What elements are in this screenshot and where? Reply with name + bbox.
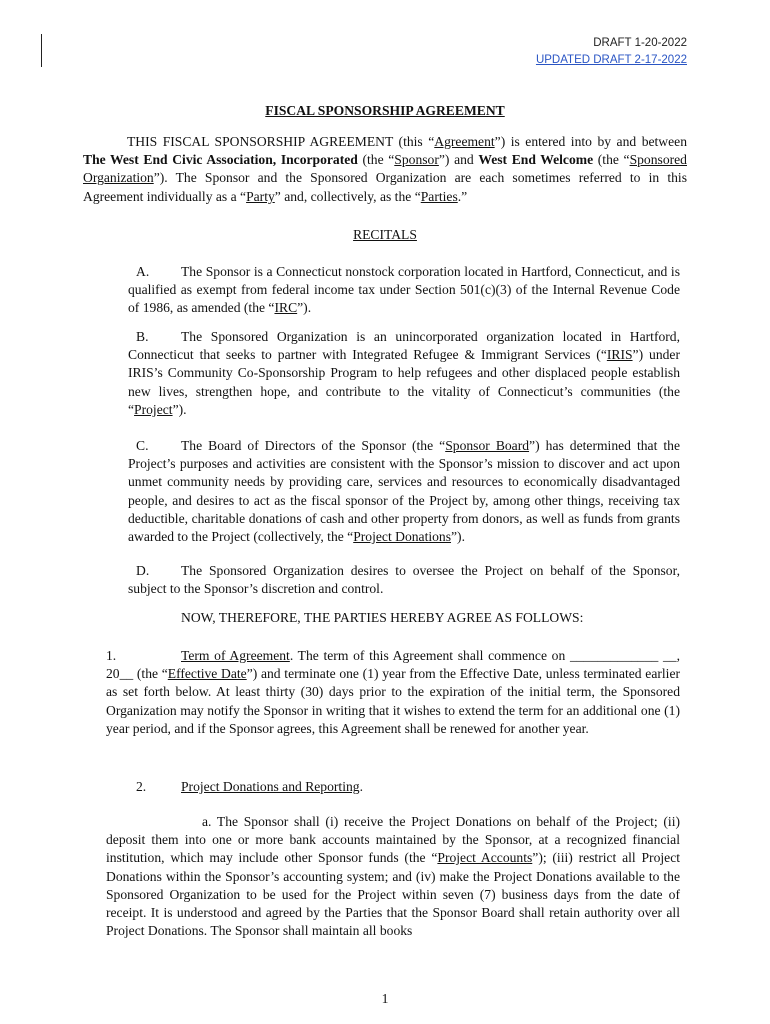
section-1-term: 1. Term of Agreement. The term of this Agreement shall commence on _____________ __, 20__ (the “Effective Date”) and terminate one (1) year from the Effective Date, unless terminated earlier as set forth below. At least thirty (30) days prior to the expiration of the initial term, the Sponsored Organization may notify the Sponsor in writing that it wishes to extend the term for an additional one (1) year period, and if the Sponsor agrees, this Agreement shall be renewed for another year. — [106, 648, 681, 736]
defined-term-party: Party — [246, 188, 275, 204]
recital-label: A. — [136, 264, 150, 279]
recital-a: A. The Sponsor is a Connecticut nonstock corporation located in Hartford, Connecticut, and is qualified as exempt from federal income tax under Section 501(c)(3) of the Internal Revenue Code of 1986, as amended (the “IRC”). — [128, 264, 680, 316]
recital-b: B. The Sponsored Organization is an unincorporated organization located in Hartford, Connecticut that seeks to partner with Integrated Refugee & Immigrant Services (“IRIS”) under IRIS’s Community Co-Sponsorship Program to help refugees and other displaced people establish new lives, strengthen hope, and contribute to the vitality of Connecticut’s communities (the “Project”). — [128, 329, 680, 417]
defined-term-parties: Parties — [420, 188, 458, 204]
section-2a-paragraph: a. The Sponsor shall (i) receive the Project Donations on behalf of the Project; (ii) deposit them into one or more bank accounts maintained by the Sponsor, at a recognized financial institution, which may include other Sponsor funds (the “Project Accounts”); (iii) restrict all Project Donations within the Sponsor’s accounting system; and (iv) make the Project Donations available to the Sponsored Organization to be used for the Project within seven (7) business days from the date of receipt. It is understood and agreed by the Parties that the Sponsor Board shall retain authority over all Project Donations. The Sponsor shall maintain all books — [106, 814, 681, 939]
sponsored-org-name: West End Welcome — [478, 152, 594, 168]
section-heading: Project Donations and Reporting — [181, 779, 360, 794]
updated-draft-link[interactable]: UPDATED DRAFT 2-17-2022 — [535, 54, 687, 66]
intro-paragraph: THIS FISCAL SPONSORSHIP AGREEMENT (this “Agreement”) is entered into by and between The West End Civic Association, Incorporated (the “Sponsor”) and West End Welcome (the “Sponsored Organization”). The Sponsor and the Sponsored Organization are each sometimes referred to in this Agreement individually as a “Party” and, collectively, as the “Parties.” — [83, 134, 687, 204]
section-2-heading: 2. Project Donations and Reporting. — [136, 778, 363, 796]
recital-label: C. — [136, 438, 149, 453]
sponsor-name: The West End Civic Association, Incorporated — [83, 152, 358, 168]
defined-term-sponsored-organization: Sponsored Organization — [83, 152, 687, 186]
document-title: FISCAL SPONSORSHIP AGREEMENT — [265, 103, 505, 118]
page-number: 1 — [381, 991, 389, 1006]
defined-term-sponsor: Sponsor — [394, 152, 439, 168]
section-heading: Term of Agreement — [181, 648, 290, 663]
recital-d: D. The Sponsored Organization desires to oversee the Project on behalf of the Sponsor, subject to the Sponsor’s discretion and control. — [128, 563, 680, 597]
draft-date-label: DRAFT 1-20-2022 — [593, 37, 687, 49]
recital-label: B. — [136, 329, 149, 344]
section-number: 2. — [136, 779, 147, 794]
recitals-heading: RECITALS — [353, 227, 417, 242]
recital-label: D. — [136, 563, 150, 578]
defined-term-agreement: Agreement — [434, 134, 495, 149]
recital-c: C. The Board of Directors of the Sponsor (the “Sponsor Board”) has determined that the Project’s purposes and activities are consistent with the Sponsor’s mission to discover and act upon unmet community needs by providing care, services and resources to economically disadvantaged people, and desires to act as the fiscal sponsor of the Project by, among other things, receiving tax deductible, charitable donations of cash and other property from donors, as well as funds from grants awarded to the Project (collectively, the “Project Donations”). — [128, 438, 681, 545]
section-number: 1. — [106, 648, 117, 663]
margin-change-bar — [41, 34, 42, 67]
now-therefore-clause: NOW, THEREFORE, THE PARTIES HEREBY AGREE AS FOLLOWS: — [181, 610, 584, 625]
